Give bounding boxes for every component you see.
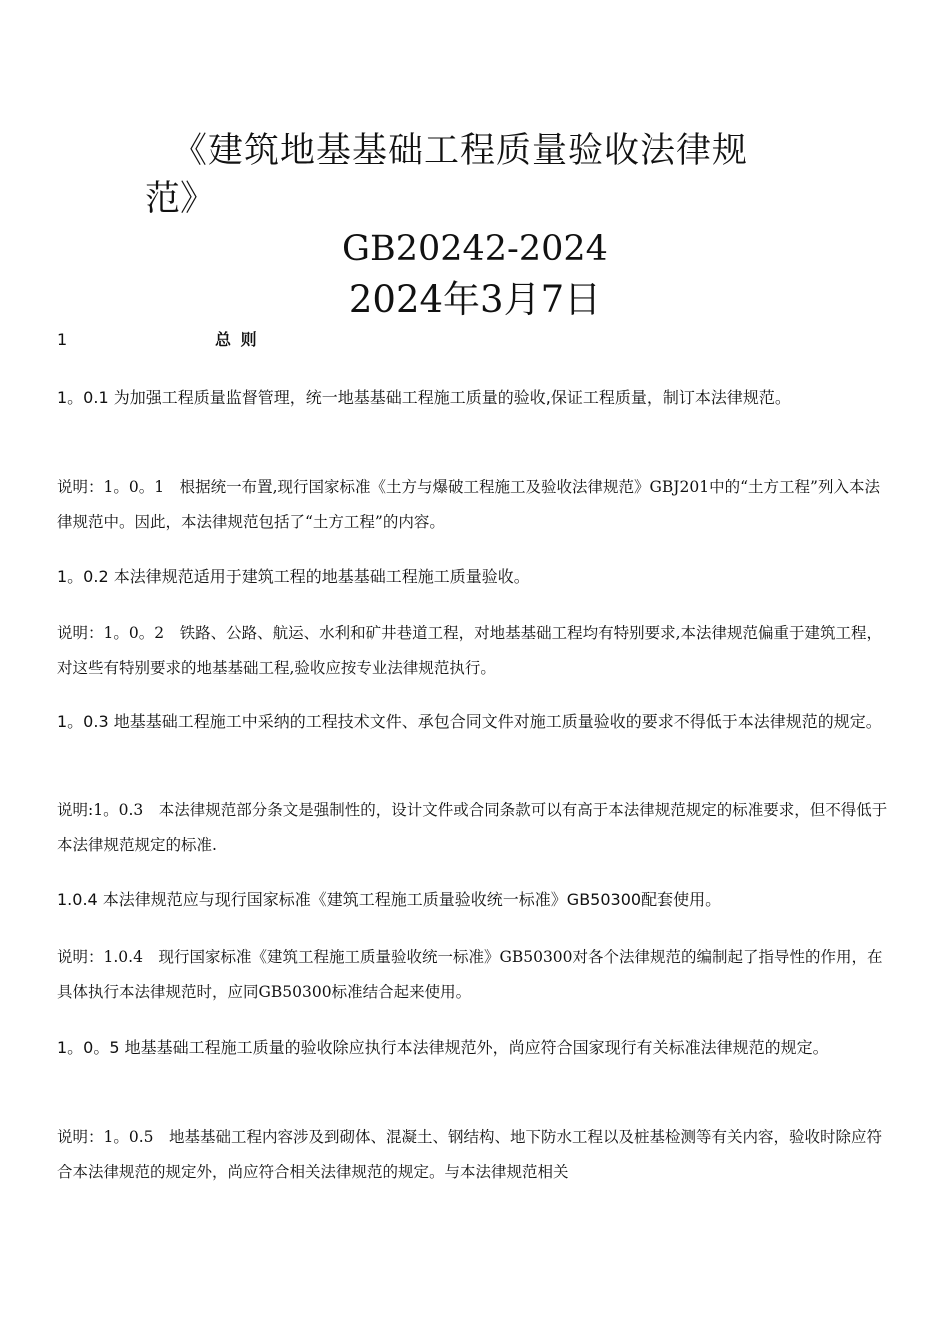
clause-paragraph: [57, 882, 893, 917]
note-paragraph: [57, 470, 893, 540]
clause-text: 地基基础工程施工中采纳的工程技术文件、承包合同文件对施工质量验收的要求不得低于本法律规范的规定。: [108, 712, 882, 731]
chapter-heading: [57, 328, 259, 352]
clause-text: 本法律规范应与现行国家标准《建筑工程施工质量验收统一标准》GB50300配套使用。: [97, 890, 722, 909]
chapter-number: 1: [57, 330, 68, 349]
clause-number: 1。0.2: [57, 567, 109, 586]
note-label: 说明：1.0.4: [57, 948, 143, 966]
clause-paragraph: [57, 380, 893, 415]
note-paragraph: [57, 1120, 893, 1190]
note-text: 根据统一布置,现行国家标准《土方与爆破工程施工及验收法律规范》GBJ201中的“土方工程”列入本法律规范中。因此，本法律规范包括了“土方工程”的内容。: [57, 478, 880, 531]
note-label: 说明:1。0.3: [57, 801, 144, 819]
chapter-name: 总 则: [215, 330, 259, 349]
note-label: 说明：1。0。2: [57, 624, 165, 642]
note-label: 说明：1。0。1: [57, 478, 165, 496]
clause-number: 1。0.1: [57, 388, 109, 407]
clause-number: 1.0.4: [57, 890, 98, 909]
note-text: 本法律规范部分条文是强制性的，设计文件或合同条款可以有高于本法律规范规定的标准要求，但不得低于本法律规范规定的标准.: [57, 801, 888, 854]
note-label: 说明：1。0.5: [57, 1128, 154, 1146]
standard-code: GB20242-2024: [342, 229, 608, 269]
document-title-line-2: 范》: [145, 179, 216, 219]
clause-text: 本法律规范适用于建筑工程的地基基础工程施工质量验收。: [108, 567, 530, 586]
document-date: 2024年3月7日: [348, 278, 602, 321]
note-text: 现行国家标准《建筑工程施工质量验收统一标准》GB50300对各个法律规范的编制起了指导性的作用，在具体执行本法律规范时，应同GB50300标准结合起来使用。: [57, 948, 883, 1001]
clause-number: 1。0。5: [57, 1038, 120, 1057]
clause-paragraph: [57, 704, 893, 739]
note-text: 铁路、公路、航运、水利和矿井巷道工程，对地基基础工程均有特别要求,本法律规范偏重于建筑工程，对这些有特别要求的地基基础工程,验收应按专业法律规范执行。: [57, 624, 883, 677]
clause-text: 地基基础工程施工质量的验收除应执行本法律规范外，尚应符合国家现行有关标准法律规范的规定。: [119, 1038, 829, 1057]
note-paragraph: [57, 793, 893, 863]
clause-paragraph: [57, 559, 893, 594]
clause-text: 为加强工程质量监督管理，统一地基基础工程施工质量的验收,保证工程质量，制订本法律规范。: [108, 388, 791, 407]
clause-paragraph: [57, 1030, 893, 1065]
note-paragraph: [57, 616, 893, 686]
note-text: 地基基础工程内容涉及到砌体、混凝土、钢结构、地下防水工程以及桩基检测等有关内容，验收时除应符合本法律规范的规定外，尚应符合相关法律规范的规定。与本法律规范相关: [57, 1128, 883, 1181]
document-title-line-1: 《建筑地基基础工程质量验收法律规: [172, 131, 749, 171]
clause-number: 1。0.3: [57, 712, 109, 731]
note-paragraph: [57, 940, 893, 1010]
